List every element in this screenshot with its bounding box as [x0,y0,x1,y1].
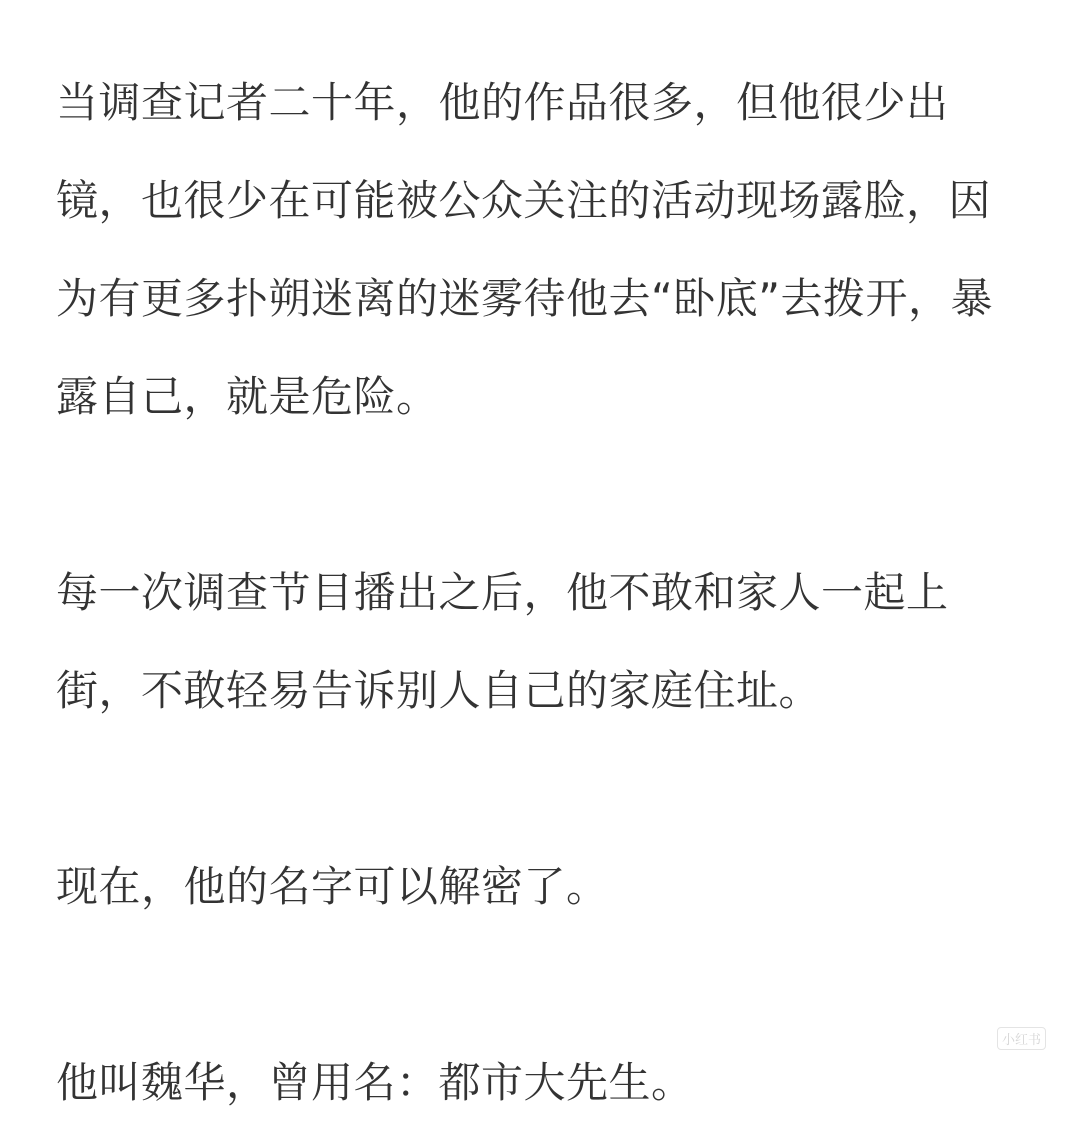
watermark-logo: 小红书 [997,1027,1046,1050]
paragraph-line: 每一次调查节目播出之后，他不敢和家人一起上 [56,568,949,617]
paragraph-line: 现在，他的名字可以解密了。 [56,862,609,911]
paragraph-line: 街，不敢轻易告诉别人自己的家庭住址。 [56,666,822,715]
paragraph-4 [56,1034,1016,1132]
article-body [56,54,1016,1132]
paragraph-line: 当调查记者二十年，他的作品很多，但他很少出 [56,78,949,127]
paragraph-3 [56,838,1016,936]
paragraph-line: 为有更多扑朔迷离的迷雾待他去“卧底”去拨开，暴 [56,274,994,323]
paragraph-line: 他叫魏华，曾用名：都市大先生。 [56,1058,694,1107]
paragraph-line: 露自己，就是危险。 [56,372,439,421]
paragraph-line: 镜，也很少在可能被公众关注的活动现场露脸，因 [56,176,992,225]
paragraph-2 [56,544,1016,740]
paragraph-1 [56,54,1016,446]
